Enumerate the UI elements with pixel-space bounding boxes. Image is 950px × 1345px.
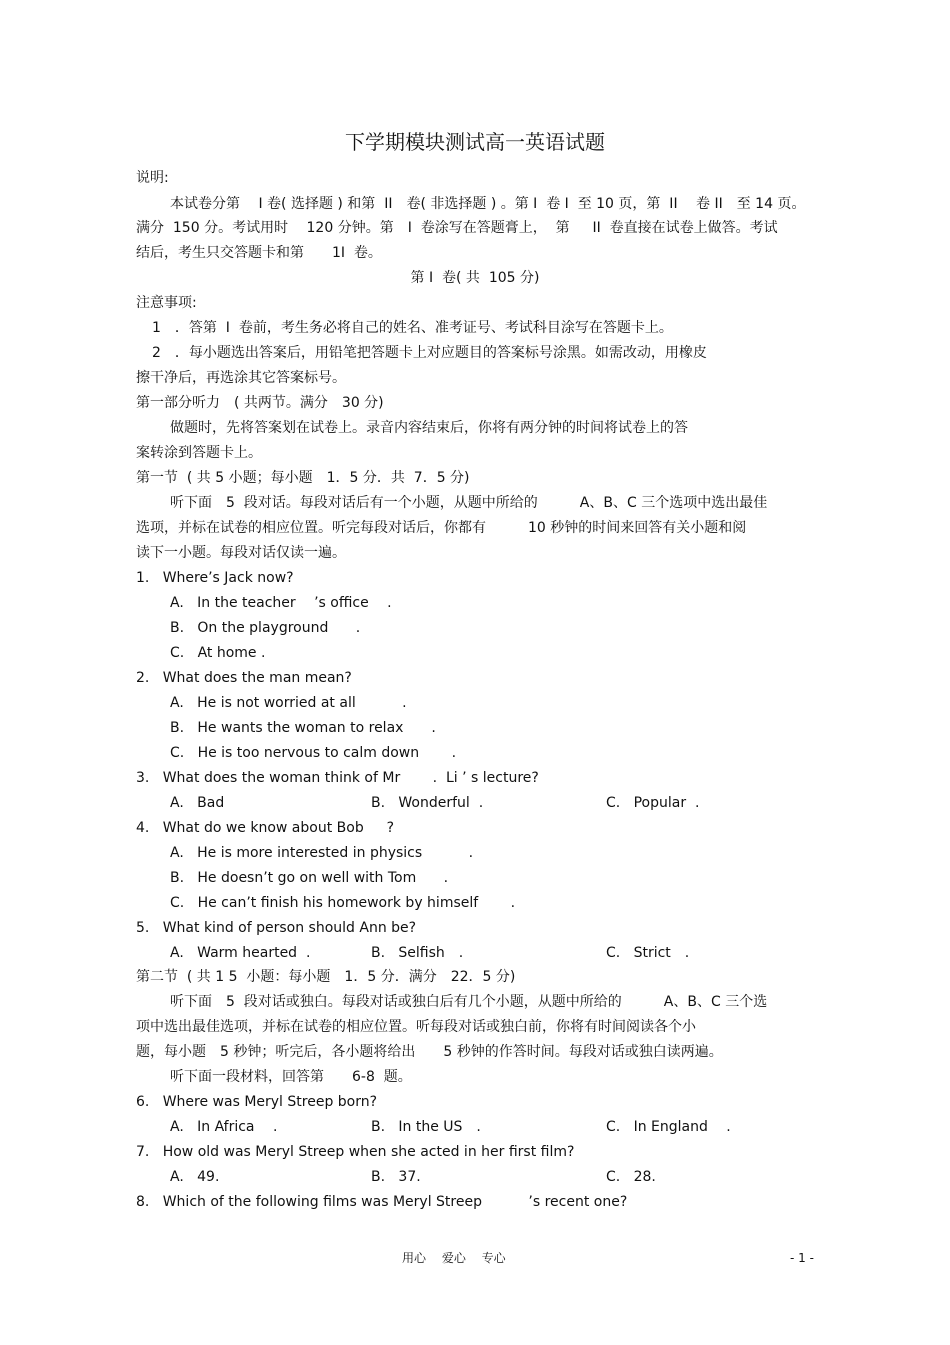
listening-line-2: 案转涂到答题卡上。 [136,445,262,461]
section2-line-4: 听下面一段材料，回答第 6-8 题。 [170,1069,412,1085]
q5-stem: 5. What kind of person should Ann be? [136,920,417,936]
q6-stem: 6. Where was Meryl Streep born? [136,1094,378,1110]
notes-line-3: 擦干净后，再选涂其它答案标号。 [136,370,346,386]
section1-heading: 第一节 ( 共 5 小题；每小题 1．5 分．共 7．5 分) [136,470,470,486]
q5-option-b: B. Selfish . [371,945,464,961]
section1-line-1: 听下面 5 段对话。每段对话后有一个小题，从题中所给的 A、B、C 三个选项中选出最佳 [170,495,768,511]
footer-motto: 用心 爱心 专心 [402,1251,506,1265]
q4-option-a: A. He is more interested in physics . [170,845,474,861]
q3-stem: 3. What does the woman think of Mr . Li ’ s lecture? [136,770,539,786]
intro-line-3: 结后，考生只交答题卡和第 1I 卷。 [136,245,382,261]
q7-stem: 7. How old was Meryl Streep when she acted in her first film? [136,1144,575,1160]
intro-line-1: 本试卷分第 I 卷( 选择题 ) 和第 II 卷( 非选择题 ) 。第 I 卷 I 至 10 页，第 II 卷 II 至 14 页。 [170,196,806,212]
listening-line-1: 做题时，先将答案划在试卷上。录音内容结束后，你将有两分钟的时间将试卷上的答 [170,420,688,436]
q7-option-c: C. 28. [606,1169,656,1185]
notes-label: 注意事项: [136,295,197,311]
notes-line-1: 1 ．答第 I 卷前，考生务必将自己的姓名、准考证号、考试科目涂写在答题卡上。 [152,320,673,336]
q1-option-a: A. In the teacher ’s office . [170,595,392,611]
q4-stem: 4. What do we know about Bob ? [136,820,395,836]
q8-stem: 8. Which of the following films was Meryl Streep ’s recent one? [136,1194,628,1210]
q4-option-c: C. He can’t finish his homework by himself . [170,895,516,911]
section2-line-3: 题，每小题 5 秒钟；听完后，各小题将给出 5 秒钟的作答时间。每段对话或独白读两遍。 [136,1044,723,1060]
page-number: - 1 - [790,1251,814,1265]
q7-option-b: B. 37. [371,1169,421,1185]
q1-option-b: B. On the playground . [170,620,361,636]
q6-option-c: C. In England . [606,1119,731,1135]
q7-option-a: A. 49. [170,1169,220,1185]
q3-option-c: C. Popular . [606,795,700,811]
q6-option-a: A. In Africa . [170,1119,278,1135]
q5-option-c: C. Strict . [606,945,690,961]
q2-option-c: C. He is too nervous to calm down . [170,745,457,761]
q1-option-c: C. At home . [170,645,266,661]
q4-option-b: B. He doesn’t go on well with Tom . [170,870,449,886]
section2-line-1: 听下面 5 段对话或独白。每段对话或独白后有几个小题，从题中所给的 A、B、C 三个选 [170,994,768,1010]
intro-line-2: 满分 150 分。考试用时 120 分钟。第 I 卷涂写在答题膏上， 第 II 卷直接在试卷上做答。考试 [136,220,778,236]
section2-line-2: 项中选出最佳选项，并标在试卷的相应位置。听每段对话或独白前，你将有时间阅读各个小 [136,1019,696,1035]
q2-option-b: B. He wants the woman to relax . [170,720,436,736]
q2-option-a: A. He is not worried at all . [170,695,407,711]
q2-stem: 2. What does the man mean? [136,670,352,686]
section2-heading: 第二节 ( 共 1 5 小题：每小题 1．5 分．满分 22．5 分) [136,969,516,985]
q3-option-b: B. Wonderful . [371,795,484,811]
notes-line-2: 2 ．每小题选出答案后，用铅笔把答题卡上对应题目的答案标号涂黑。如需改动，用橡皮 [152,345,707,361]
q5-option-a: A. Warm hearted . [170,945,311,961]
q1-stem: 1. Where’s Jack now? [136,570,294,586]
listening-heading: 第一部分听力 ( 共两节。满分 30 分) [136,395,384,411]
q6-option-b: B. In the US . [371,1119,481,1135]
intro-label: 说明: [136,170,169,186]
part1-heading: 第 I 卷( 共 105 分) [410,270,540,286]
section1-line-2: 选项，并标在试卷的相应位置。听完每段对话后，你都有 10 秒钟的时间来回答有关小题和阅 [136,520,747,536]
page-title: 下学期模块测试高一英语试题 [345,130,605,154]
section1-line-3: 读下一小题。每段对话仅读一遍。 [136,545,346,561]
q3-option-a: A. Bad [170,795,225,811]
